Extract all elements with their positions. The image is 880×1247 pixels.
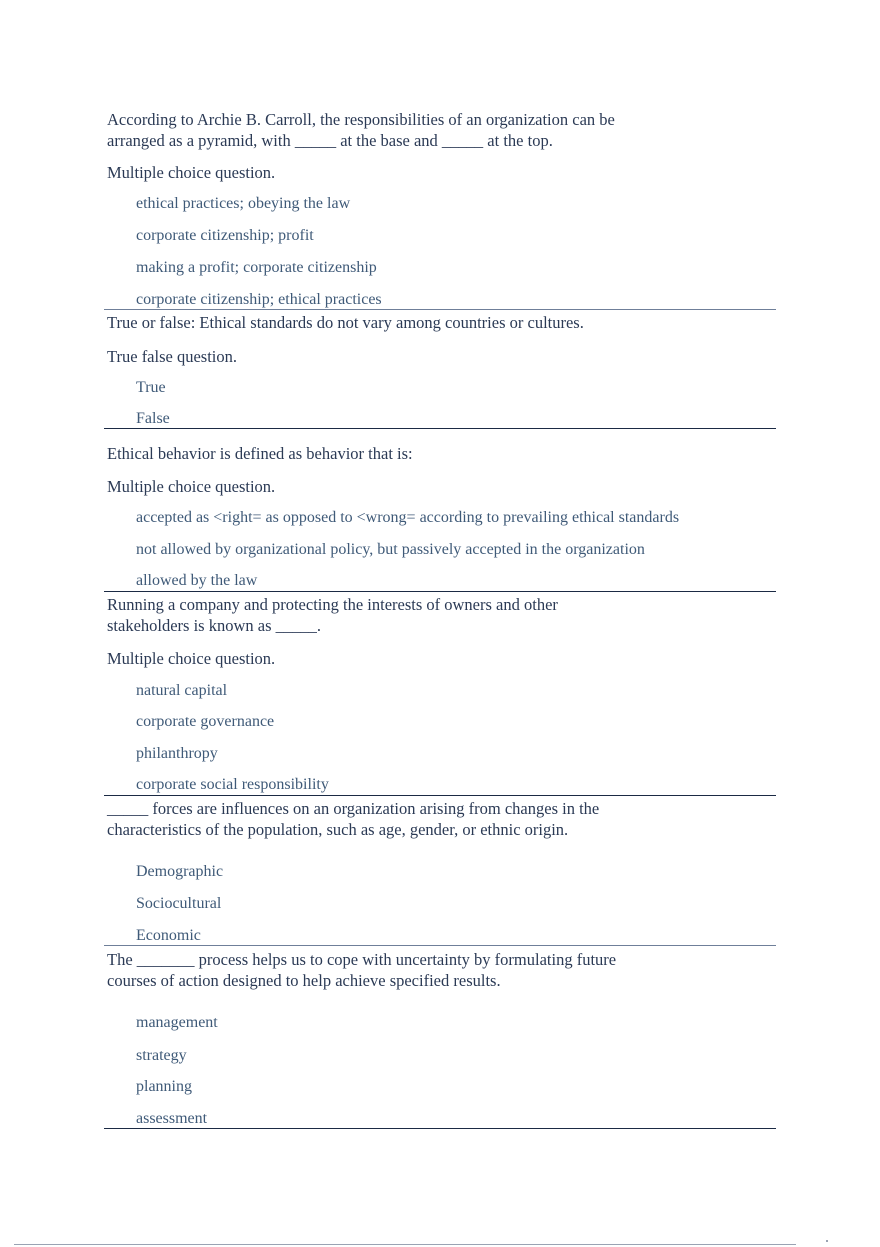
answer-option[interactable]: corporate social responsibility <box>136 776 329 793</box>
question-text: Ethical behavior is defined as behavior that is: <box>107 444 413 463</box>
answer-option[interactable]: corporate citizenship; ethical practices <box>136 291 382 308</box>
question-text: The _______ process helps us to cope with uncertainty by formulating future courses of action designed to help achieve specified results. <box>107 950 617 990</box>
answer-option[interactable]: management <box>136 1014 218 1031</box>
footer-rule <box>14 1244 796 1245</box>
answer-option[interactable]: False <box>136 410 170 427</box>
answer-option[interactable]: Demographic <box>136 863 224 880</box>
question-text: According to Archie B. Carroll, the responsibilities of an organization can be arranged as a pyramid, with _____ at the base and _____ at the top. <box>107 110 615 150</box>
question-type: Multiple choice question. <box>107 477 276 496</box>
question-text: Running a company and protecting the interests of owners and other stakeholders is known as _____. <box>107 595 558 635</box>
answer-option[interactable]: allowed by the law <box>136 572 258 589</box>
answer-option[interactable]: strategy <box>136 1047 187 1064</box>
question-divider <box>104 945 776 946</box>
question-divider <box>104 428 776 429</box>
question-type: True false question. <box>107 347 238 366</box>
footer-dot <box>826 1240 828 1242</box>
question-type: Multiple choice question. <box>107 163 276 182</box>
answer-option[interactable]: Economic <box>136 927 201 944</box>
answer-option[interactable]: making a profit; corporate citizenship <box>136 259 377 276</box>
answer-option[interactable]: True <box>136 379 166 396</box>
question-divider <box>104 795 776 796</box>
answer-option[interactable]: philanthropy <box>136 745 218 762</box>
answer-option[interactable]: corporate governance <box>136 713 275 730</box>
answer-option[interactable]: assessment <box>136 1110 208 1127</box>
question-divider <box>104 309 776 310</box>
answer-option[interactable]: not allowed by organizational policy, but passively accepted in the organization <box>136 541 645 558</box>
answer-option[interactable]: natural capital <box>136 682 228 699</box>
question-divider <box>104 1128 776 1129</box>
answer-option[interactable]: ethical practices; obeying the law <box>136 195 351 212</box>
answer-option[interactable]: planning <box>136 1078 192 1095</box>
answer-option[interactable]: accepted as <right= as opposed to <wrong= according to prevailing ethical standards <box>136 509 680 526</box>
question-text: _____ forces are influences on an organization arising from changes in the characteristics of the population, such as age, gender, or ethnic origin. <box>107 799 600 839</box>
answer-option[interactable]: Sociocultural <box>136 895 222 912</box>
answer-option[interactable]: corporate citizenship; profit <box>136 227 314 244</box>
question-divider <box>104 591 776 592</box>
question-type: Multiple choice question. <box>107 649 276 668</box>
question-text: True or false: Ethical standards do not vary among countries or cultures. <box>107 313 584 332</box>
